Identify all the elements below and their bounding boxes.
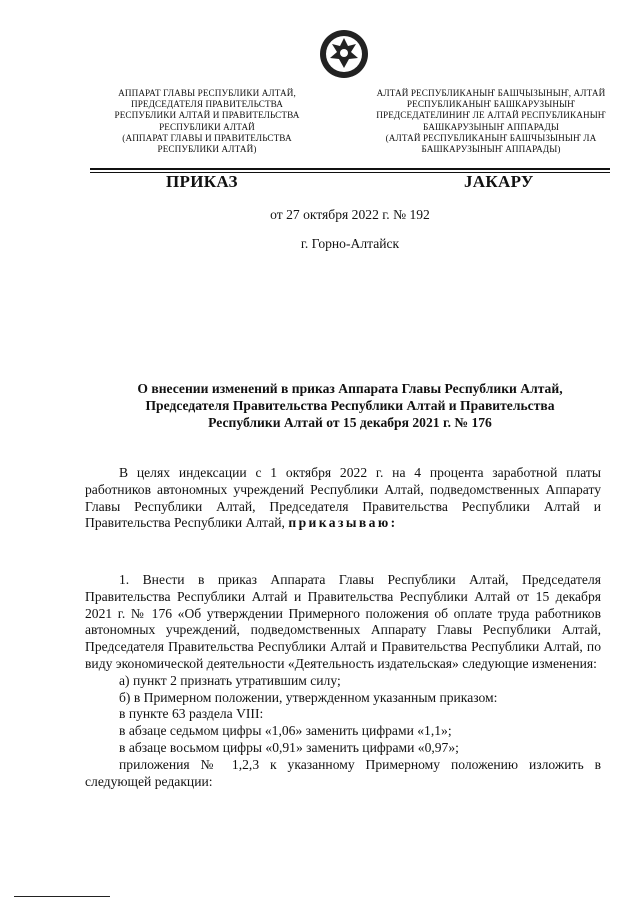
header-left-line: РЕСПУБЛИКИ АЛТАЙ) [157,144,257,155]
header-left-line: АППАРАТ ГЛАВЫ РЕСПУБЛИКИ АЛТАЙ, [118,88,296,98]
item-1-block [85,572,601,790]
header-right-line: АЛТАЙ РЕСПУБЛИКАНЫҤ БАШЧЫЗЫНЫҤ, АЛТАЙ [376,88,606,98]
sub-item-a: а) пункт 2 признать утратившим силу; [119,672,341,688]
item-1-paragraph: 1. Внести в приказ Аппарата Главы Республики Алтай, Председателя Правительства Республики Алтай и Правительства Республики Алтай от 15 декабря 2021 г. № 176 «Об утверждении Примерного положения об оплате труда работников автономных учреждений, подведомственных Аппарату Главы Республики Алтай, Председателя Правительства Республики Алтай и Правительства Республики Алтай, по виду экономической деятельности «Деятельность издательская» следующие изменения: [85,572,601,671]
header-left-line: (АППАРАТ ГЛАВЫ И ПРАВИТЕЛЬСТВА [122,132,292,143]
header-right-line: ПРЕДСЕДАТЕЛИНИҤ ЛЕ АЛТАЙ РЕСПУБЛИКАНЫҤ [376,110,606,121]
document-title [100,380,600,431]
amendment-line: в абзаце седьмом цифры «1,06» заменить цифрами «1,1»; [119,723,452,739]
coat-of-arms-emblem [318,28,370,80]
order-word: приказываю: [288,515,398,531]
amendment-line: в пункте 63 раздела VIII: [119,706,264,722]
sub-item-b: б) в Примерном положении, утвержденном указанным приказом: [119,689,498,705]
title-line: Председателя Правительства Республики Алтай и Правительства [145,398,555,413]
preamble-body: В целях индексации с 1 октября 2022 г. на 4 процента заработной платы работников автономных учреждений Республики Алтай, подведомственных Аппарату Главы Республики Алтай, Председателя Правительства Республики Алтай и Правительства Республики Алтай, [85,465,601,531]
header-left-line: РЕСПУБЛИКИ АЛТАЙ [159,121,255,132]
city-line: г. Горно-Алтайск [300,236,400,251]
header-left-line: РЕСПУБЛИКИ АЛТАЙ И ПРАВИТЕЛЬСТВА [114,110,300,121]
preamble-text [85,465,601,532]
header-right-line: (АЛТАЙ РЕСПУБЛИКАНЫҤ БАШЧЫЗЫНЫҤ ЛА [385,132,597,143]
issuer-name-altai [372,88,610,155]
header-divider [90,168,610,170]
header-right-line: БАШКАРУЗЫНЫҤ АППАРАДЫ) [421,144,561,155]
preamble-paragraph [85,465,601,532]
appendix-paragraph: приложения № 1,2,3 к указанному Примерному положению изложить в следующей редакции: [85,756,601,789]
header-left-line: ПРЕДСЕДАТЕЛЯ ПРАВИТЕЛЬСТВА [130,99,284,110]
amendment-line: в абзаце восьмом цифры «0,91» заменить цифрами «0,97»; [119,739,459,755]
title-line: О внесении изменений в приказ Аппарата Главы Республики Алтай, [137,381,563,396]
footnote-rule [14,896,110,897]
doc-type-altai: JАКАРУ [464,172,534,191]
issuer-name-russian [92,88,322,155]
title-line: Республики Алтай от 15 декабря 2021 г. № 176 [208,415,492,430]
date-number-line: от 27 октября 2022 г. № 192 [270,207,430,222]
header-right-line: РЕСПУБЛИКАНЫҤ БАШКАРУЗЫНЫҤ [406,99,576,110]
doc-type-russian: ПРИКАЗ [166,172,238,191]
header-right-line: БАШКАРУЗЫНЫҤ АППАРАДЫ [423,121,559,132]
